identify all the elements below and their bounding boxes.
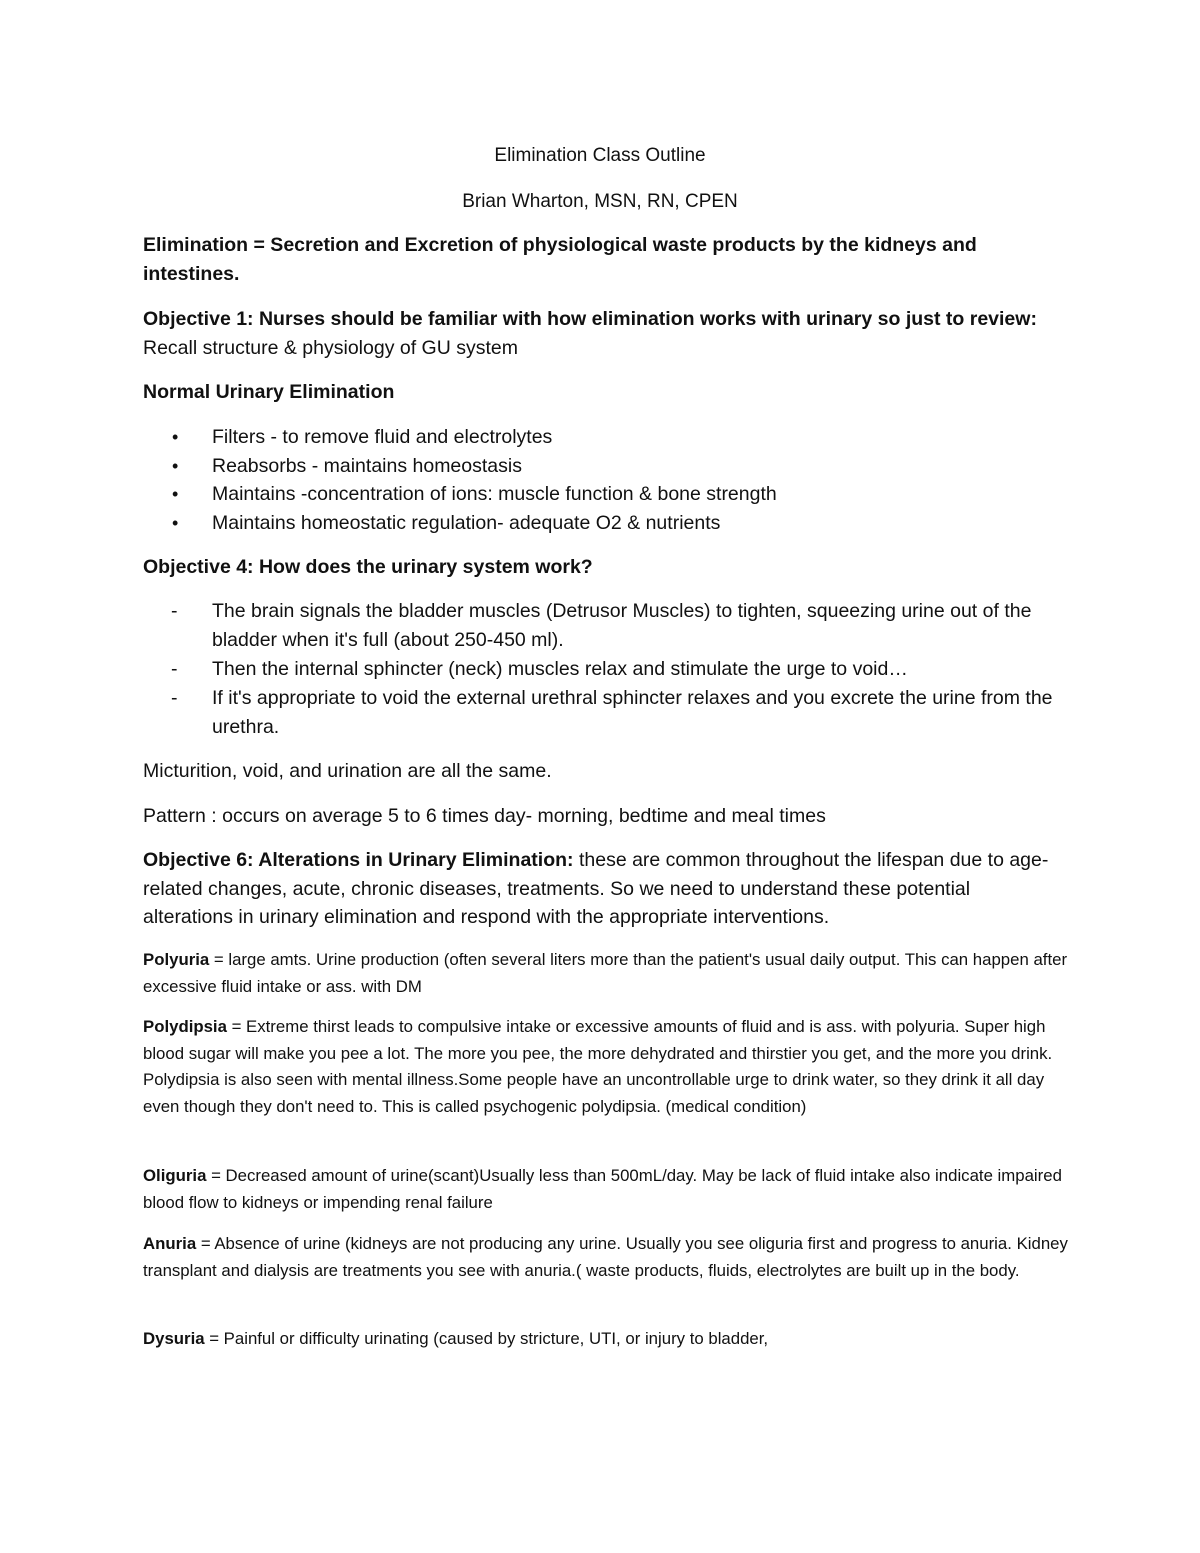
- elimination-definition: Elimination = Secretion and Excretion of physiological waste products by the kidneys and intestines.: [143, 234, 977, 285]
- dash-icon: -: [171, 658, 178, 680]
- term-label: Dysuria: [143, 1329, 205, 1348]
- objective-4-heading: Objective 4: How does the urinary system work?: [143, 556, 593, 578]
- term-oliguria: [143, 1163, 1068, 1216]
- objective-6-text: these are common throughout the lifespan due to age-related changes, acute, chronic diseases, treatments. So we need to understand these potential alterations in urinary elimination and respond with the appropriate interventions.: [143, 849, 1049, 928]
- term-label: Polyuria: [143, 950, 210, 969]
- term-definition: = Decreased amount of urine(scant)Usually less than 500mL/day. May be lack of fluid intake also indicate impaired blood flow to kidneys or impending renal failure: [143, 1166, 1062, 1212]
- list-item: • Maintains homeostatic regulation- adequate O2 & nutrients: [143, 509, 1068, 538]
- term-definition: = Painful or difficulty urinating (caused by stricture, UTI, or injury to bladder,: [204, 1329, 769, 1348]
- term-dysuria: [143, 1326, 1068, 1353]
- bullet-icon: •: [172, 484, 179, 504]
- term-label: Anuria: [143, 1234, 197, 1253]
- objective-6-label: Objective 6: Alterations in Urinary Elimination:: [143, 849, 574, 871]
- term-label: Oliguria: [143, 1166, 207, 1185]
- dash-icon: -: [171, 687, 178, 709]
- term-polyuria: [143, 947, 1068, 1000]
- list-item: • Maintains -concentration of ions: muscle function & bone strength: [143, 480, 1068, 509]
- list-item: - Then the internal sphincter (neck) muscles relax and stimulate the urge to void…: [143, 655, 1068, 684]
- term-definition: = large amts. Urine production (often several liters more than the patient's usual daily output. This can happen after excessive fluid intake or ass. with DM: [143, 950, 1068, 996]
- term-definition: = Absence of urine (kidneys are not producing any urine. Usually you see oliguria first and progress to anuria. Kidney transplant and dialysis are treatments you see with anuria.( waste products, fluids, electrolytes are built up in the body.: [143, 1234, 1068, 1280]
- micturition-note: Micturition, void, and urination are all the same.: [143, 760, 552, 782]
- term-anuria: [143, 1231, 1068, 1284]
- list-item: • Filters - to remove fluid and electrolytes: [143, 423, 1068, 452]
- list-item: • Reabsorbs - maintains homeostasis: [143, 452, 1068, 481]
- term-polydipsia: [143, 1014, 1068, 1120]
- pattern-note: Pattern : occurs on average 5 to 6 times day- morning, bedtime and meal times: [143, 805, 826, 827]
- normal-urinary-list: [143, 423, 1068, 537]
- objective-1-label: Objective 1: Nurses should be familiar with how elimination works with urinary so just to review:: [143, 308, 1037, 330]
- normal-urinary-heading: Normal Urinary Elimination: [143, 381, 395, 403]
- dash-icon: -: [171, 600, 178, 622]
- objective-6: [143, 846, 1063, 932]
- document-title: Elimination Class Outline: [494, 145, 706, 166]
- document-author: Brian Wharton, MSN, RN, CPEN: [462, 191, 738, 212]
- term-label: Polydipsia: [143, 1017, 227, 1036]
- objective-1-text: Recall structure & physiology of GU system: [143, 336, 518, 359]
- objective-1: [143, 305, 1063, 362]
- list-item: - If it's appropriate to void the external urethral sphincter relaxes and you excrete the urine from the urethra.: [143, 684, 1068, 742]
- list-item: - The brain signals the bladder muscles (Detrusor Muscles) to tighten, squeezing urine out of the bladder when it's full (about 250-450 ml).: [143, 597, 1068, 655]
- bullet-icon: •: [172, 512, 179, 533]
- bullet-icon: •: [172, 455, 179, 476]
- term-definition: = Extreme thirst leads to compulsive intake or excessive amounts of fluid and is ass. with polyuria. Super high blood sugar will make you pee a lot. The more you pee, the more dehydrated and thirstier you get, and the more you drink. Polydipsia is also seen with mental illness.Some people have an uncontrollable urge to drink water, so they drink it all day even though they don't need to. This is called psychogenic polydipsia. (medical condition): [143, 1017, 1053, 1116]
- objective-4-list: [143, 597, 1068, 742]
- bullet-icon: •: [172, 427, 179, 447]
